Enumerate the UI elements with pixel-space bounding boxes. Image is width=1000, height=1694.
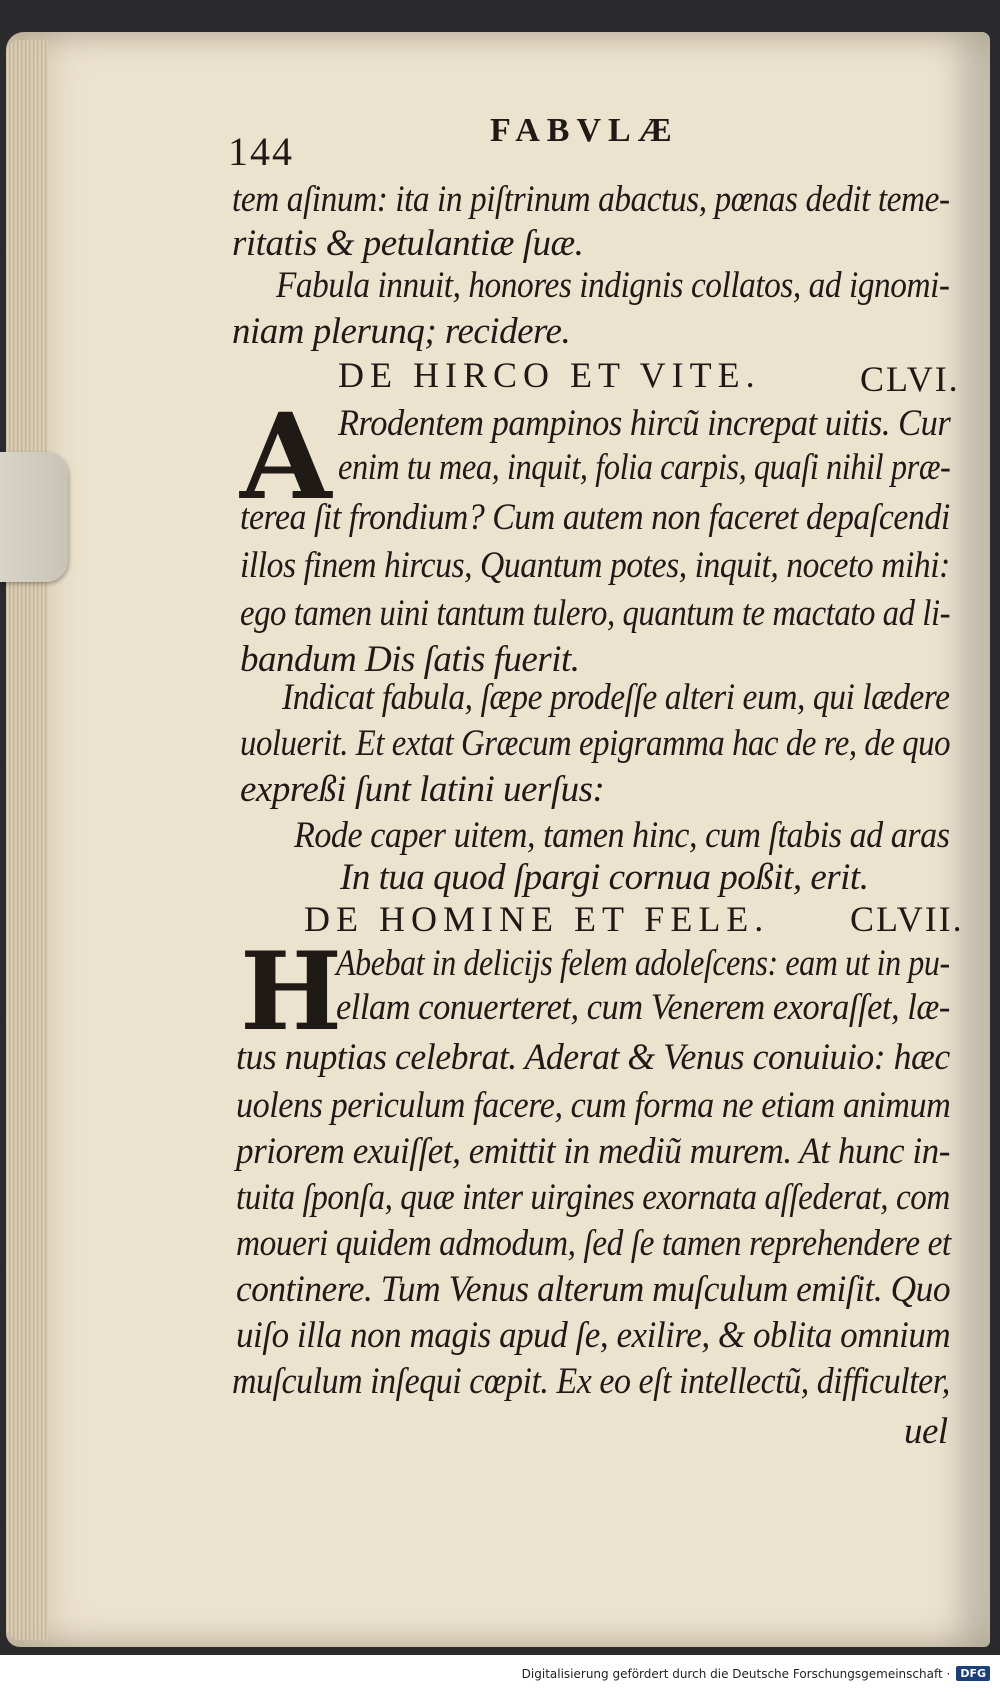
dfg-logo: DFG bbox=[956, 1666, 990, 1681]
text-line: uolens periculum facere, cum forma ne etiam animum bbox=[236, 1085, 951, 1126]
catchword: uel bbox=[904, 1411, 948, 1452]
text-line: uiſo illa non magis apud ſe, exilire, & oblita omnium bbox=[236, 1315, 951, 1356]
text-line: illos finem hircus, Quantum potes, inquit, noceto mihi: bbox=[240, 545, 950, 586]
text-line: enim tu mea, inquit, folia carpis, quaſi nihil præ- bbox=[338, 447, 951, 488]
text-line: Fabula innuit, honores indignis collatos, ad ignomi- bbox=[276, 265, 950, 306]
text-line: Abebat in delicijs felem adoleſcens: eam ut in pu- bbox=[336, 943, 950, 984]
fable-title: DE HIRCO ET VITE. bbox=[338, 355, 761, 395]
page-number: 144 bbox=[228, 129, 294, 174]
drop-capital: A bbox=[240, 387, 332, 526]
credit-text: Digitalisierung gefördert durch die Deutsche Forschungsgemeinschaft · bbox=[521, 1666, 951, 1681]
running-title: FABVLÆ bbox=[490, 112, 679, 149]
text-line: ellam conuerteret, cum Venerem exoraſſet, læ- bbox=[336, 987, 950, 1028]
text-line: muſculum inſequi cœpit. Ex eo eſt intellectũ, difficulter, bbox=[232, 1361, 950, 1402]
bookmark-tab bbox=[0, 452, 68, 582]
fable-numeral: CLVI. bbox=[860, 359, 960, 399]
text-line: expreßi ſunt latini uerſus: bbox=[240, 769, 605, 810]
text-line: moueri quidem admodum, ſed ſe tamen reprehendere et bbox=[236, 1223, 951, 1264]
text-line: Indicat fabula, ſæpe prodeſſe alteri eum, qui lædere bbox=[282, 677, 950, 718]
text-line: tem aſinum: ita in piſtrinum abactus, pœnas dedit teme- bbox=[232, 179, 950, 220]
fable-title: DE HOMINE ET FELE. bbox=[304, 899, 770, 939]
text-line: ritatis & petulantiæ ſuæ. bbox=[232, 223, 584, 264]
text-line: tuita ſponſa, quæ inter uirgines exornata aſſederat, com bbox=[236, 1177, 950, 1218]
text-line: niam plerunq; recidere. bbox=[232, 311, 571, 352]
digitization-credit bbox=[522, 1666, 990, 1681]
text-line: bandum Dis ſatis fuerit. bbox=[240, 639, 580, 680]
text-line: priorem exuiſſet, emittit in mediũ murem. At hunc in- bbox=[236, 1131, 950, 1172]
text-line: tus nuptias celebrat. Aderat & Venus conuiuio: hæc bbox=[236, 1037, 950, 1078]
fable-numeral: CLVII. bbox=[850, 899, 964, 939]
text-line: Rrodentem pampinos hircũ increpat uitis. Cur bbox=[338, 403, 951, 444]
text-line: continere. Tum Venus alterum muſculum emiſit. Quo bbox=[236, 1269, 951, 1310]
text-line: terea ſit frondium? Cum autem non faceret depaſcendi bbox=[240, 497, 950, 538]
text-line: ego tamen uini tantum tulero, quantum te mactato ad li- bbox=[240, 593, 951, 634]
page-edges bbox=[6, 40, 48, 1640]
verse-line: In tua quod ſpargi cornua poßit, erit. bbox=[340, 857, 869, 898]
drop-capital: H bbox=[240, 929, 343, 1055]
text-line: uoluerit. Et extat Græcum epigramma hac de re, de quo bbox=[240, 723, 951, 764]
verse-line: Rode caper uitem, tamen hinc, cum ſtabis ad aras bbox=[294, 815, 950, 856]
